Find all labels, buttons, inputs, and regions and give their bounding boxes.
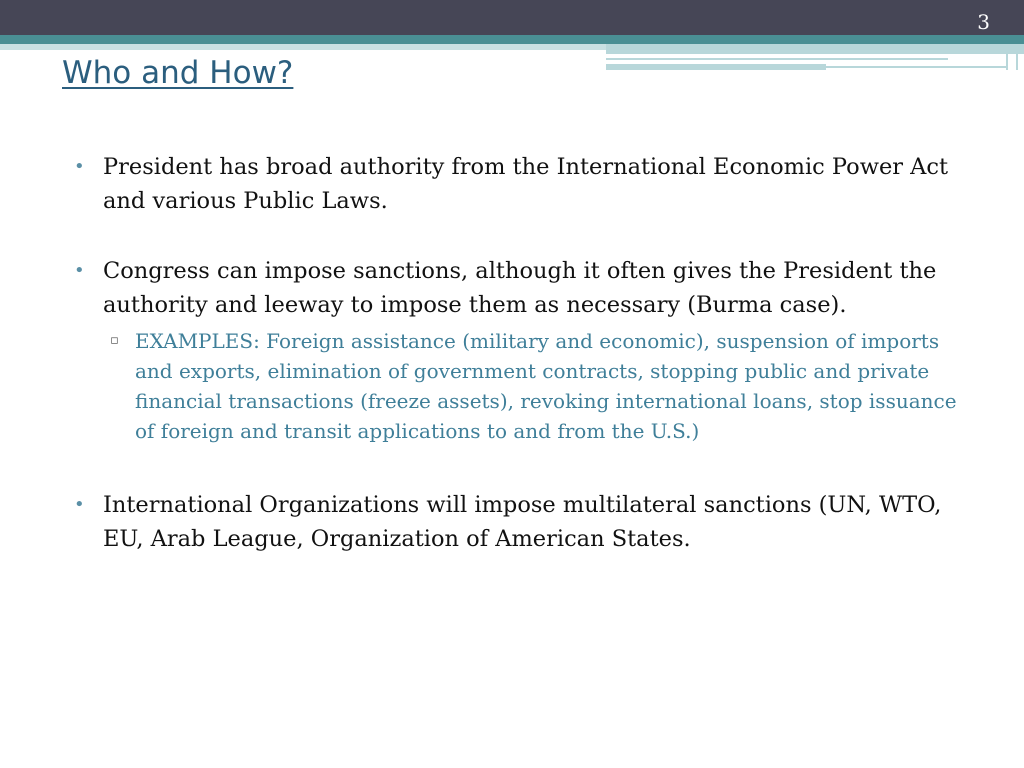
header-light-band-left [0, 44, 606, 50]
decor-line [826, 66, 1006, 68]
decor-line [606, 58, 948, 60]
decor-line [606, 64, 826, 70]
sub-bullet-text: EXAMPLES: Foreign assistance (military and economic), suspension of imports and exports, elimination of government contracts, stopping public and private financial transactions (freeze assets), revoking international loans, stop issuance of foreign and transit applications to and from the U.S.) [135, 329, 957, 443]
decor-vertical-line [1006, 44, 1008, 70]
sub-bullet-item [72, 326, 972, 446]
decor-vertical-line [1016, 44, 1018, 70]
bullet-item [72, 488, 972, 556]
bullet-text: International Organizations will impose multilateral sanctions (UN, WTO, EU, Arab League, Organization of American States. [103, 492, 942, 552]
slide-title: Who and How? [62, 55, 294, 91]
header-dark-band [0, 0, 1024, 35]
slide-number: 3 [977, 10, 990, 34]
square-bullet-icon: ▫ [110, 333, 119, 348]
bullet-dot-icon: • [74, 260, 85, 281]
bullet-text: Congress can impose sanctions, although it often gives the President the authority and leeway to impose them as necessary (Burma case). [103, 258, 937, 318]
bullet-dot-icon: • [74, 156, 85, 177]
bullet-text: President has broad authority from the International Economic Power Act and various Public Laws. [103, 154, 949, 214]
bullet-item [72, 150, 972, 218]
bullet-dot-icon: • [74, 494, 85, 515]
header-teal-band [0, 35, 1024, 44]
header-light-band-right [606, 44, 1024, 54]
bullet-item [72, 254, 972, 322]
slide-body [72, 150, 972, 556]
